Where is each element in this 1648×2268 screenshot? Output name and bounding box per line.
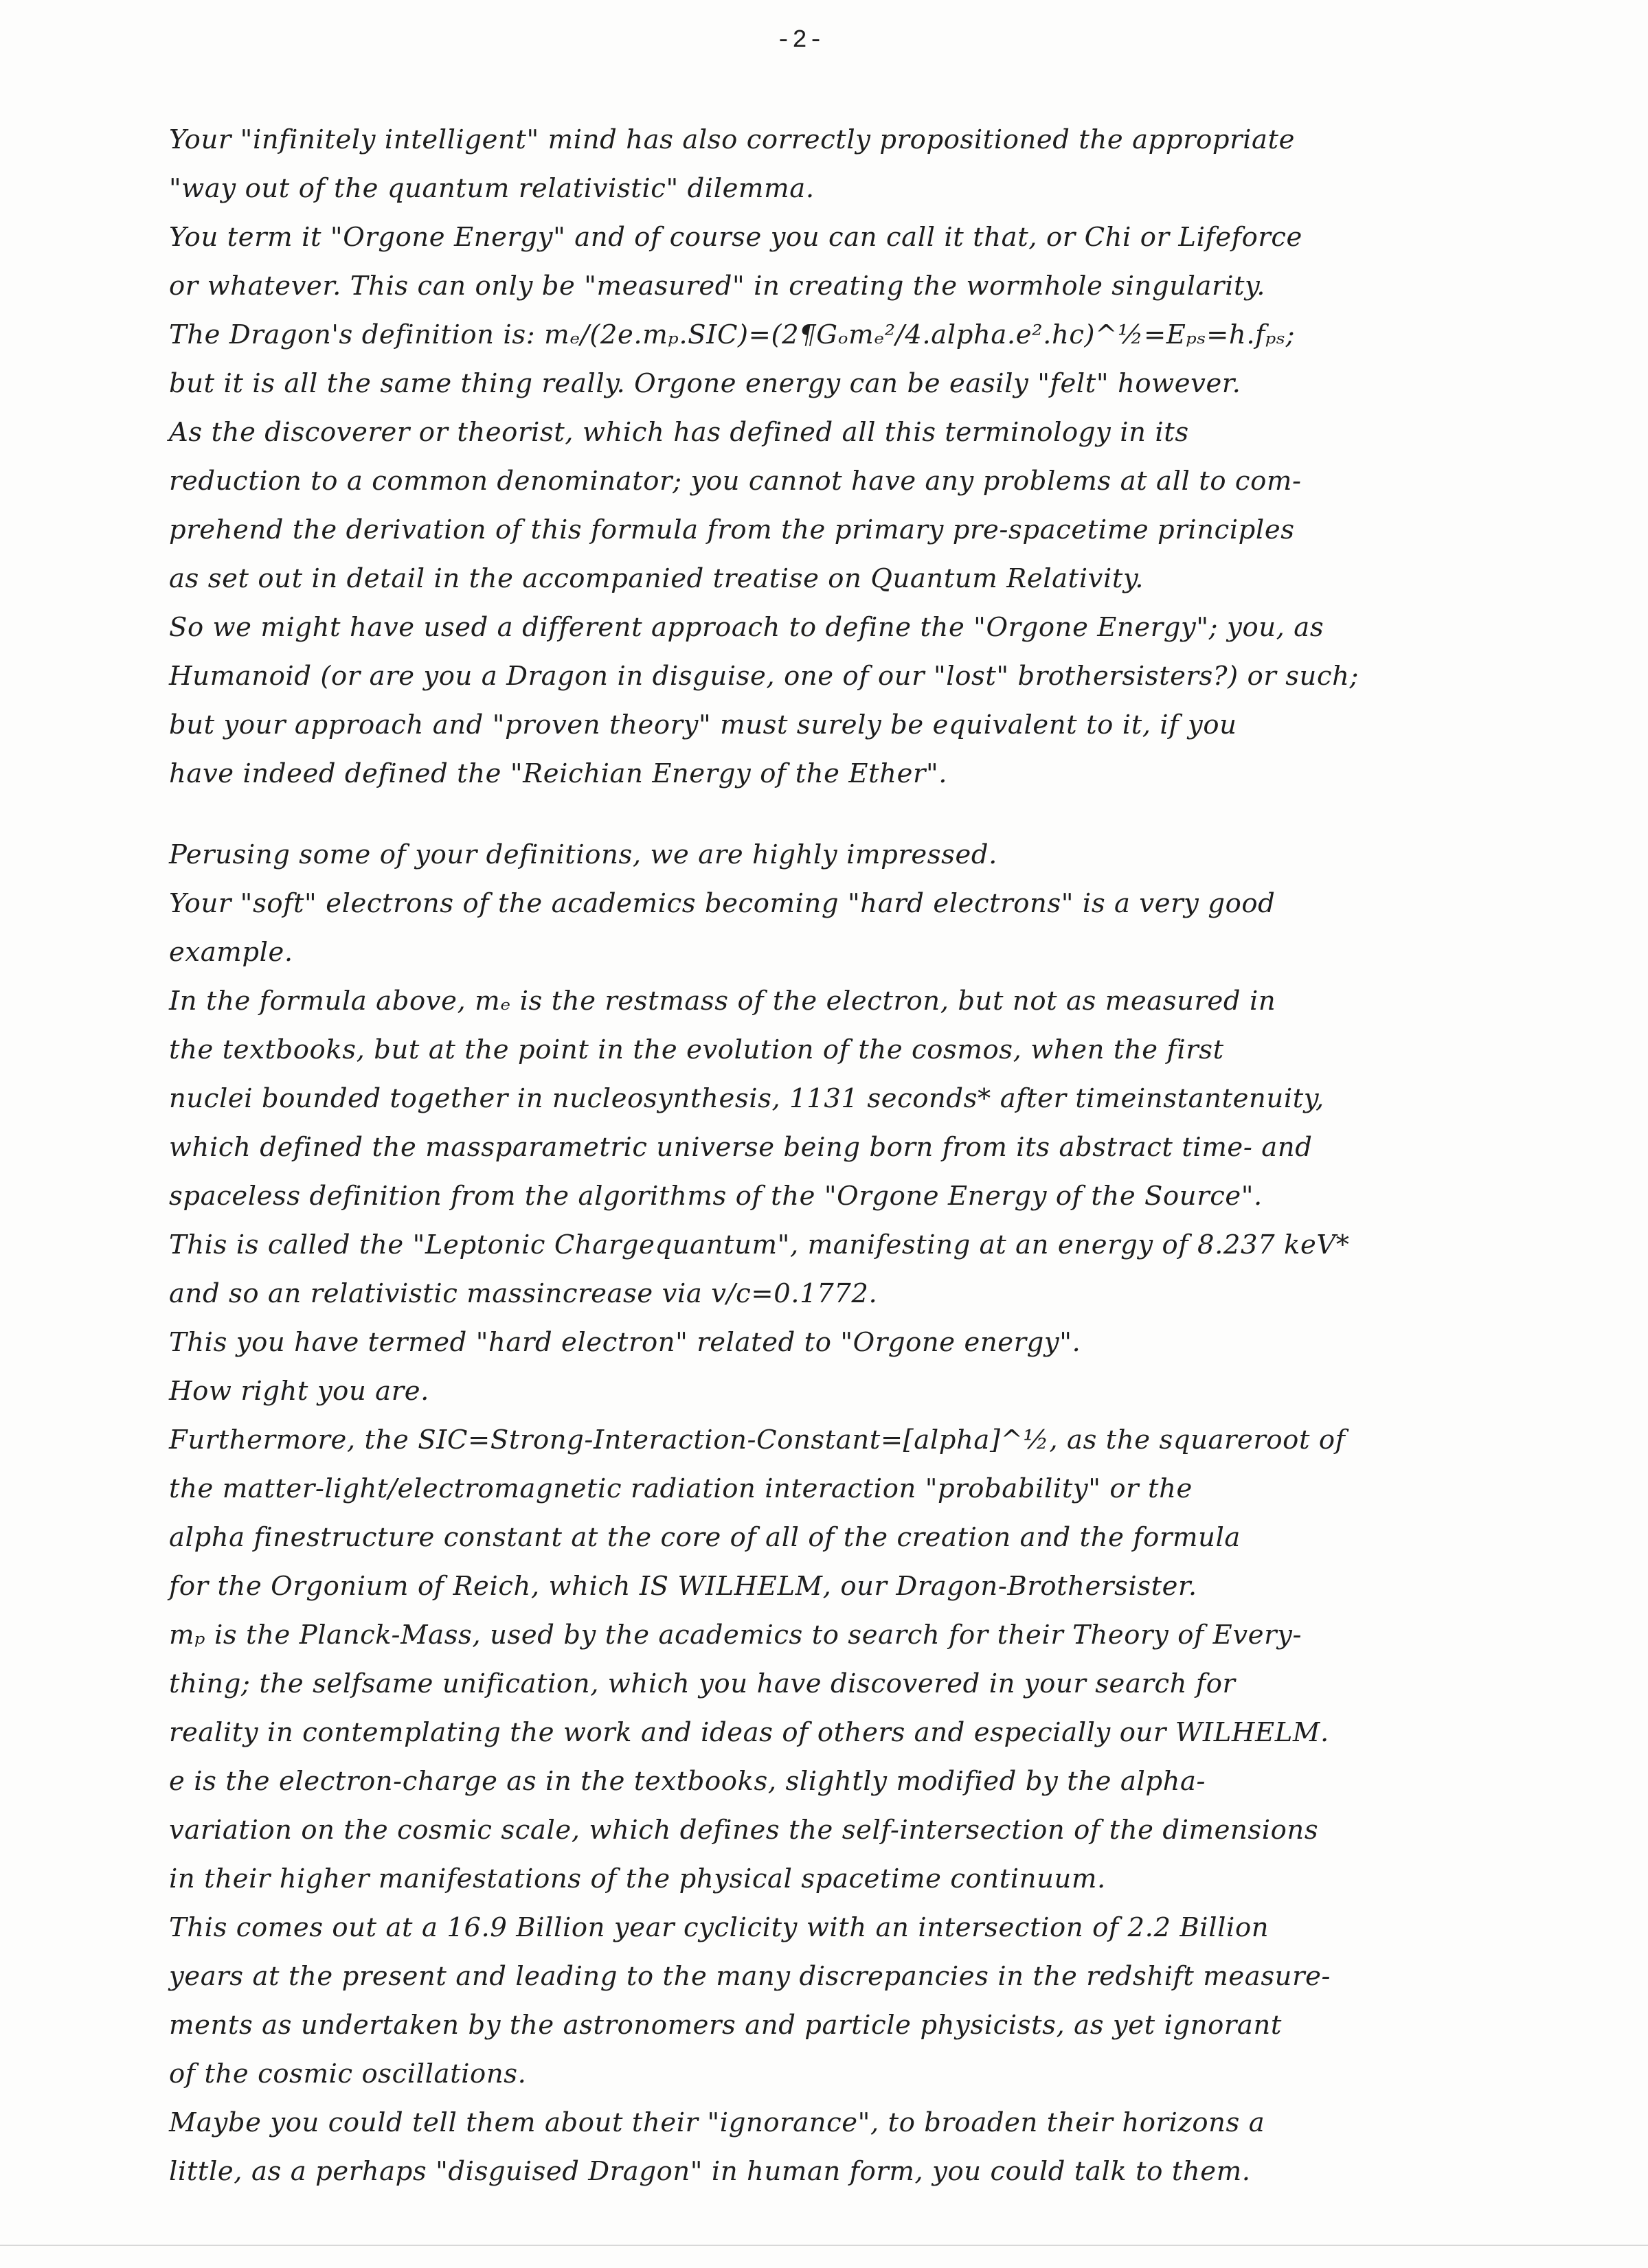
text-line: the matter-light/electromagnetic radiation interaction "probability" or the [169,1473,1193,1504]
text-line: spaceless definition from the algorithms of the "Orgone Energy of the Source". [169,1181,1263,1212]
text-line: So we might have used a different approach to define the "Orgone Energy"; you, as [169,612,1324,643]
text-line: ments as undertaken by the astronomers and particle physicists, as yet ignorant [169,2010,1282,2041]
text-line: years at the present and leading to the many discrepancies in the redshift measure- [169,1961,1331,1992]
typed-letter-body [169,115,1598,2196]
text-line: of the cosmic oscillations. [169,2059,527,2089]
text-line: Your "infinitely intelligent" mind has also correctly propositioned the appropriate [169,124,1296,155]
text-line: How right you are. [169,1376,429,1407]
text-line: reality in contemplating the work and ideas of others and especially our WILHELM. [169,1717,1329,1748]
text-line: Humanoid (or are you a Dragon in disguise, one of our "lost" brothersisters?) or such; [169,661,1359,692]
text-line: prehend the derivation of this formula from the primary pre-spacetime principles [169,514,1295,545]
text-line: the textbooks, but at the point in the evolution of the cosmos, when the first [169,1034,1224,1065]
text-line: Perusing some of your definitions, we are highly impressed. [169,839,997,870]
text-line: "way out of the quantum relativistic" dilemma. [169,173,815,204]
text-line: as set out in detail in the accompanied treatise on Quantum Relativity. [169,563,1144,594]
text-line: for the Orgonium of Reich, which IS WILHELM, our Dragon-Brothersister. [169,1571,1197,1602]
text-line: and so an relativistic massincrease via v/c=0.1772. [169,1278,878,1309]
text-line: Maybe you could tell them about their "ignorance", to broaden their horizons a [169,2107,1265,2138]
text-line: reduction to a common denominator; you cannot have any problems at all to com- [169,466,1302,497]
paragraph [169,830,1598,2196]
text-line: but it is all the same thing really. Orgone energy can be easily "felt" however. [169,368,1241,399]
text-line: Furthermore, the SIC=Strong-Interaction-Constant=[alpha]^½, as the squareroot of [169,1425,1346,1455]
page-number: -2- [776,26,825,54]
text-line: Your "soft" electrons of the academics becoming "hard electrons" is a very good [169,888,1276,919]
text-line: which defined the massparametric universe being born from its abstract time- and [169,1132,1313,1163]
text-line: This you have termed "hard electron" related to "Orgone energy". [169,1327,1081,1358]
text-line: or whatever. This can only be "measured" in creating the wormhole singularity. [169,271,1266,302]
text-line: As the discoverer or theorist, which has defined all this terminology in its [169,417,1189,448]
text-line: example. [169,937,293,968]
text-line: mₚ is the Planck-Mass, used by the academics to search for their Theory of Every- [169,1620,1302,1651]
text-line: In the formula above, mₑ is the restmass of the electron, but not as measured in [169,986,1276,1017]
text-line: have indeed defined the "Reichian Energy of the Ether". [169,758,948,789]
text-line: little, as a perhaps "disguised Dragon" in human form, you could talk to them. [169,2156,1251,2187]
text-line: thing; the selfsame unification, which you have discovered in your search for [169,1668,1236,1699]
text-line: This comes out at a 16.9 Billion year cyclicity with an intersection of 2.2 Billion [169,1912,1269,1943]
text-line: The Dragon's definition is: mₑ/(2e.mₚ.SIC)=(2¶Gₒmₑ²/4.alpha.e².hc)^½=Eₚₛ=h.fₚₛ; [169,319,1296,350]
text-line: nuclei bounded together in nucleosynthesis, 1131 seconds* after timeinstantenuity, [169,1083,1324,1114]
text-line: in their higher manifestations of the physical spacetime continuum. [169,1863,1106,1894]
paragraph [169,115,1598,798]
text-line: variation on the cosmic scale, which defines the self-intersection of the dimensions [169,1815,1319,1846]
text-line: You term it "Orgone Energy" and of course you can call it that, or Chi or Lifeforce [169,222,1302,253]
text-line: alpha finestructure constant at the core of all of the creation and the formula [169,1522,1241,1553]
text-line: This is called the "Leptonic Chargequantum", manifesting at an energy of 8.237 keV* [169,1229,1350,1260]
text-line: e is the electron-charge as in the textbooks, slightly modified by the alpha- [169,1766,1206,1797]
scan-bottom-edge [0,2245,1648,2246]
text-line: but your approach and "proven theory" must surely be equivalent to it, if you [169,710,1237,740]
paragraph-gap [169,798,1598,830]
